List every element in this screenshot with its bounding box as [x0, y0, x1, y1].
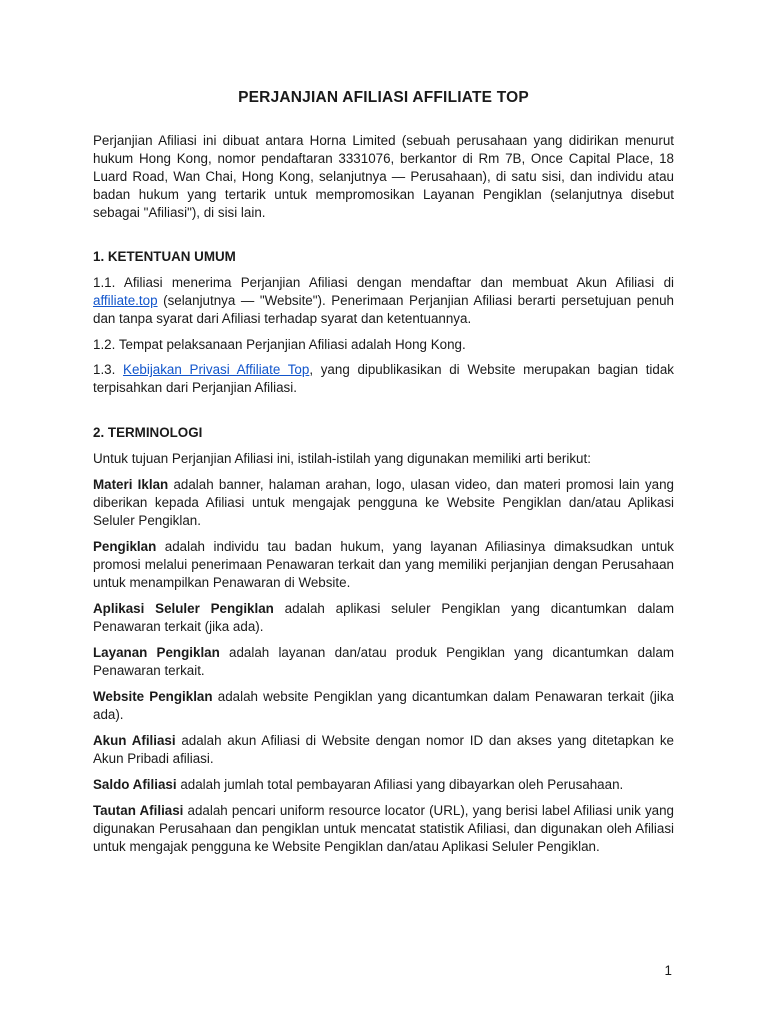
- term-definition: [93, 732, 674, 768]
- clause-1-1: [93, 274, 674, 328]
- term-text: adalah website Pengiklan yang dicantumkan dalam Penawaran terkait (jika ada).: [93, 689, 674, 722]
- term-text: adalah individu tau badan hukum, yang layanan Afiliasinya dimaksudkan untuk promosi melalui penerimaan Penawaran terkait dan yang memiliki perjanjian dengan Perusahaan untuk menampilkan Penawaran di Website.: [93, 539, 674, 590]
- privacy-policy-link[interactable]: Kebijakan Privasi Affiliate Top: [123, 362, 310, 377]
- term-name: Materi Iklan: [93, 477, 169, 492]
- term-name: Layanan Pengiklan: [93, 645, 220, 660]
- term-text: adalah banner, halaman arahan, logo, ulasan video, dan materi promosi lain yang diberikan kepada Afiliasi untuk mengajak pengguna ke Website Pengiklan dan/atau Aplikasi Seluler Pengiklan.: [93, 477, 674, 528]
- term-definition: [93, 776, 674, 794]
- term-name: Saldo Afiliasi: [93, 777, 177, 792]
- page-number: 1: [664, 963, 672, 978]
- term-text: adalah jumlah total pembayaran Afiliasi yang dibayarkan oleh Perusahaan.: [176, 777, 624, 792]
- term-definition: [93, 644, 674, 680]
- term-text: adalah akun Afiliasi di Website dengan nomor ID dan akses yang ditetapkan ke Akun Pribadi afiliasi.: [93, 733, 674, 766]
- section-1-heading: 1. KETENTUAN UMUM: [93, 249, 236, 264]
- intro-paragraph: Perjanjian Afiliasi ini dibuat antara Horna Limited (sebuah perusahaan yang didirikan menurut hukum Hong Kong, nomor pendaftaran 3331076, berkantor di Rm 7B, Once Capital Place, 18 Luard Road, Wan Chai, Hong Kong, selanjutnya — Perusahaan), di satu sisi, dan individu atau badan hukum yang tertarik untuk mempromosikan Layanan Pengiklan (selanjutnya disebut sebagai "Afiliasi"), di sisi lain.: [93, 133, 674, 220]
- clause-1-3-text-b: , yang dipublikasikan di Website merupakan bagian tidak terpisahkan dari Perjanjian Afiliasi.: [93, 362, 674, 395]
- term-name: Akun Afiliasi: [93, 733, 176, 748]
- term-name: Pengiklan: [93, 539, 157, 554]
- clause-1-3: [93, 361, 674, 397]
- clause-1-1-text-b: (selanjutnya — "Website"). Penerimaan Perjanjian Afiliasi berarti persetujuan penuh dan tanpa syarat dari Afiliasi terhadap syarat dan ketentuannya.: [93, 293, 674, 326]
- term-name: Tautan Afiliasi: [93, 803, 184, 818]
- clause-1-3-text-a: 1.3.: [93, 362, 124, 377]
- term-name: Aplikasi Seluler Pengiklan: [93, 601, 274, 616]
- term-definition: [93, 600, 674, 636]
- terminology-intro: Untuk tujuan Perjanjian Afiliasi ini, istilah-istilah yang digunakan memiliki arti berikut:: [93, 451, 591, 466]
- term-definition: [93, 802, 674, 856]
- document-title: PERJANJIAN AFILIASI AFFILIATE TOP: [238, 89, 529, 106]
- term-text: adalah layanan dan/atau produk Pengiklan yang dicantumkan dalam Penawaran terkait.: [93, 645, 674, 678]
- term-text: adalah aplikasi seluler Pengiklan yang dicantumkan dalam Penawaran terkait (jika ada).: [93, 601, 674, 634]
- term-text: adalah pencari uniform resource locator (URL), yang berisi label Afiliasi unik yang digunakan Perusahaan dan pengiklan untuk mencatat statistik Afiliasi, dan digunakan oleh Afiliasi untuk mengajak pengguna ke Website Pengiklan dan/atau Aplikasi Seluler Pengiklan.: [93, 803, 674, 854]
- term-name: Website Pengiklan: [93, 689, 213, 704]
- term-definition: [93, 688, 674, 724]
- section-2-heading: 2. TERMINOLOGI: [93, 425, 203, 440]
- term-definition: [93, 476, 674, 530]
- term-definition: [93, 538, 674, 592]
- affiliate-website-link[interactable]: affiliate.top: [93, 293, 158, 308]
- clause-1-1-text-a: 1.1. Afiliasi menerima Perjanjian Afiliasi dengan mendaftar dan membuat Akun Afiliasi di: [93, 275, 674, 290]
- clause-1-2: 1.2. Tempat pelaksanaan Perjanjian Afiliasi adalah Hong Kong.: [93, 337, 466, 352]
